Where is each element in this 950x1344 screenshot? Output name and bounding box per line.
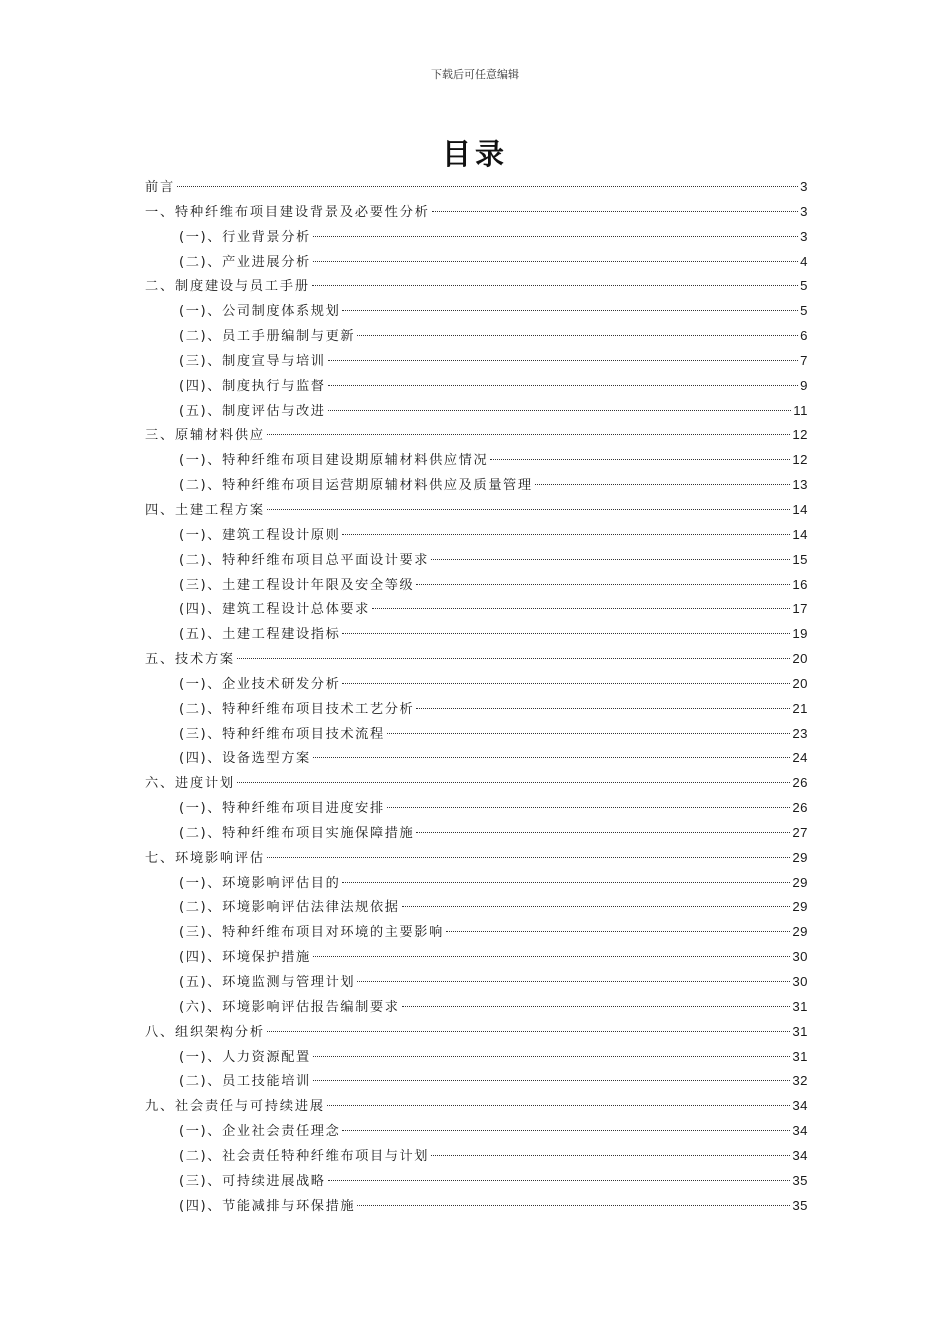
toc-entry[interactable] [145,945,808,970]
toc-dot-leader [328,410,792,411]
toc-entry[interactable] [145,200,808,225]
toc-dot-leader [387,733,791,734]
toc-entry-label: (二)、特种纤维布项目实施保障措施 [179,825,415,841]
toc-dot-leader [267,857,790,858]
toc-entry-label: 前言 [145,180,175,195]
header-note: 下载后可任意编辑 [431,68,519,81]
toc-entry-page-number: 29 [792,924,808,940]
toc-entry-page-number: 32 [792,1073,808,1089]
toc-dot-leader [402,906,791,907]
toc-entry-label: (一)、行业背景分析 [179,229,311,245]
toc-entry[interactable] [145,448,808,473]
toc-entry-page-number: 7 [800,352,808,368]
toc-dot-leader [237,782,790,783]
toc-entry[interactable] [145,597,808,622]
toc-entry-label: (二)、社会责任特种纤维布项目与计划 [179,1148,430,1164]
toc-dot-leader [328,1180,791,1181]
toc-dot-leader [177,186,798,187]
toc-entry[interactable] [145,1045,808,1070]
toc-entry-label: (二)、特种纤维布项目技术工艺分析 [179,701,415,717]
toc-entry-label: (一)、人力资源配置 [179,1049,311,1065]
toc-entry-label: (一)、公司制度体系规划 [179,304,341,320]
toc-dot-leader [342,633,790,634]
toc-dot-leader [432,211,798,212]
toc-entry-label: 三、原辅材料供应 [145,428,265,444]
toc-entry[interactable] [145,1094,808,1119]
toc-entry-page-number: 29 [792,849,808,865]
toc-entry-label: 九、社会责任与可持续进展 [145,1099,325,1115]
toc-entry-label: (五)、制度评估与改进 [179,403,326,419]
toc-entry-page-number: 23 [792,725,808,741]
toc-entry[interactable] [145,647,808,672]
toc-dot-leader [357,335,798,336]
toc-dot-leader [342,683,790,684]
toc-entry-label: (五)、环境监测与管理计划 [179,975,356,990]
toc-entry-page-number: 31 [792,1023,808,1039]
toc-entry[interactable] [145,771,808,796]
toc-dot-leader [328,360,799,361]
toc-dot-leader [267,434,790,435]
toc-entry[interactable] [145,895,808,920]
toc-entry-page-number: 35 [792,1197,808,1213]
toc-entry[interactable] [145,622,808,647]
toc-entry-label: (四)、建筑工程设计总体要求 [179,602,370,618]
toc-entry-page-number: 14 [792,501,808,517]
toc-entry-page-number: 16 [792,576,808,592]
toc-entry-label: (二)、产业进展分析 [179,254,311,270]
toc-dot-leader [402,1006,791,1007]
toc-entry-page-number: 3 [800,203,808,219]
toc-entry[interactable] [145,573,808,598]
toc-entry[interactable] [145,796,808,821]
toc-entry-label: (二)、员工技能培训 [179,1074,311,1090]
toc-dot-leader [267,1031,790,1032]
toc-dot-leader [535,484,791,485]
toc-dot-leader [446,931,790,932]
toc-dot-leader [312,285,798,286]
toc-dot-leader [267,509,790,510]
toc-entry[interactable] [145,1194,808,1219]
toc-entry-page-number: 27 [792,824,808,840]
toc-dot-leader [357,981,790,982]
toc-entry-label: (三)、特种纤维布项目技术流程 [179,726,385,742]
toc-entry-page-number: 20 [792,651,808,667]
toc-entry[interactable] [145,697,808,722]
toc-entry[interactable] [145,722,808,747]
toc-entry[interactable] [145,1169,808,1194]
toc-entry[interactable] [145,498,808,523]
toc-entry-label: (一)、建筑工程设计原则 [179,527,341,543]
toc-entry-page-number: 12 [792,452,808,468]
toc-entry-label: 八、组织架构分析 [145,1024,265,1040]
toc-entry-page-number: 29 [792,874,808,890]
toc-entry-page-number: 14 [792,526,808,542]
toc-entry-page-number: 11 [793,402,808,418]
toc-dot-leader [313,261,798,262]
toc-entry-page-number: 9 [800,377,808,393]
toc-entry-label: 一、特种纤维布项目建设背景及必要性分析 [145,204,430,220]
toc-entry-page-number: 19 [792,626,808,642]
toc-entry-label: (一)、特种纤维布项目建设期原辅材料供应情况 [179,453,489,469]
toc-entry[interactable] [145,1020,808,1045]
toc-entry-label: (二)、特种纤维布项目运营期原辅材料供应及质量管理 [179,478,533,494]
toc-entry[interactable] [145,423,808,448]
toc-dot-leader [313,757,791,758]
toc-dot-leader [313,1080,791,1081]
toc-entry[interactable] [145,175,808,200]
page-title: 目录 [441,137,508,171]
toc-entry[interactable] [145,349,808,374]
toc-entry-page-number: 15 [792,551,808,567]
toc-entry-page-number: 5 [800,278,808,294]
toc-entry-page-number: 4 [800,253,808,269]
toc-entry-page-number: 3 [800,179,808,194]
toc-entry-page-number: 24 [792,750,808,766]
toc-dot-leader [313,236,798,237]
toc-entry-label: 四、土建工程方案 [145,502,265,518]
toc-entry-label: (二)、环境影响评估法律法规依据 [179,900,400,916]
toc-entry-label: (四)、环境保护措施 [179,950,311,966]
toc-entry-label: (二)、员工手册编制与更新 [179,329,356,345]
toc-dot-leader [342,882,790,883]
toc-entry-label: 六、进度计划 [145,776,235,792]
toc-entry-page-number: 3 [800,228,808,244]
toc-entry-page-number: 34 [792,1123,808,1139]
toc-entry[interactable] [145,374,808,399]
toc-dot-leader [342,1130,790,1131]
toc-entry[interactable] [145,821,808,846]
toc-entry-page-number: 35 [792,1172,808,1188]
toc-dot-leader [342,310,798,311]
toc-dot-leader [313,956,791,957]
toc-entry-page-number: 34 [792,1147,808,1163]
toc-entry-label: (一)、企业社会责任理念 [179,1124,341,1140]
toc-dot-leader [431,559,790,560]
toc-dot-leader [313,1056,791,1057]
toc-entry[interactable] [145,250,808,275]
toc-entry[interactable] [145,523,808,548]
toc-entry[interactable] [145,871,808,896]
toc-dot-leader [387,807,791,808]
toc-entry[interactable] [145,225,808,250]
toc-dot-leader [431,1155,790,1156]
toc-entry-page-number: 30 [792,949,808,965]
toc-entry-page-number: 29 [792,899,808,915]
toc-entry-label: 二、制度建设与员工手册 [145,279,310,295]
toc-entry-page-number: 34 [792,1098,808,1114]
toc-dot-leader [328,385,799,386]
toc-entry[interactable] [145,399,808,424]
toc-entry-page-number: 30 [792,974,808,989]
table-of-contents [145,175,808,1218]
toc-entry-label: (四)、设备选型方案 [179,751,311,767]
toc-entry-label: (四)、节能减排与环保措施 [179,1198,356,1214]
toc-entry-label: (一)、特种纤维布项目进度安排 [179,801,385,817]
toc-dot-leader [416,584,790,585]
toc-entry-page-number: 26 [792,800,808,816]
toc-dot-leader [416,832,790,833]
toc-entry[interactable] [145,324,808,349]
toc-entry[interactable] [145,1144,808,1169]
toc-entry[interactable] [145,846,808,871]
toc-entry-label: (四)、制度执行与监督 [179,378,326,394]
toc-entry-label: 五、技术方案 [145,652,235,668]
toc-entry[interactable] [145,274,808,299]
toc-entry[interactable] [145,970,808,995]
toc-entry-label: (三)、可持续进展战略 [179,1173,326,1189]
toc-dot-leader [416,708,790,709]
toc-entry-page-number: 31 [792,998,808,1014]
toc-entry-label: (三)、土建工程设计年限及安全等级 [179,577,415,593]
toc-entry-page-number: 26 [792,775,808,791]
toc-dot-leader [357,1205,790,1206]
toc-entry[interactable] [145,920,808,945]
toc-entry[interactable] [145,299,808,324]
toc-entry-label: (五)、土建工程建设指标 [179,627,341,643]
toc-entry-label: (二)、特种纤维布项目总平面设计要求 [179,552,430,568]
toc-entry-page-number: 17 [792,601,808,617]
toc-entry-label: (一)、环境影响评估目的 [179,875,341,891]
toc-dot-leader [372,608,790,609]
toc-entry[interactable] [145,1119,808,1144]
toc-entry[interactable] [145,1069,808,1094]
toc-entry[interactable] [145,473,808,498]
toc-entry-label: (三)、特种纤维布项目对环境的主要影响 [179,925,444,941]
toc-entry-label: 七、环境影响评估 [145,850,265,866]
toc-entry-page-number: 21 [792,700,808,716]
toc-entry-page-number: 6 [800,328,808,344]
toc-entry-label: (六)、环境影响评估报告编制要求 [179,999,400,1015]
toc-entry-label: (一)、企业技术研发分析 [179,676,341,692]
toc-entry-label: (三)、制度宣导与培训 [179,353,326,369]
toc-dot-leader [342,534,790,535]
toc-entry-page-number: 5 [800,303,808,319]
toc-dot-leader [327,1105,790,1106]
toc-dot-leader [490,459,790,460]
toc-entry[interactable] [145,995,808,1020]
toc-entry[interactable] [145,672,808,697]
toc-dot-leader [237,658,790,659]
toc-entry[interactable] [145,746,808,771]
toc-entry-page-number: 31 [792,1048,808,1064]
toc-entry[interactable] [145,548,808,573]
toc-entry-page-number: 20 [792,675,808,691]
toc-entry-page-number: 13 [792,477,808,493]
toc-entry-page-number: 12 [792,427,808,443]
